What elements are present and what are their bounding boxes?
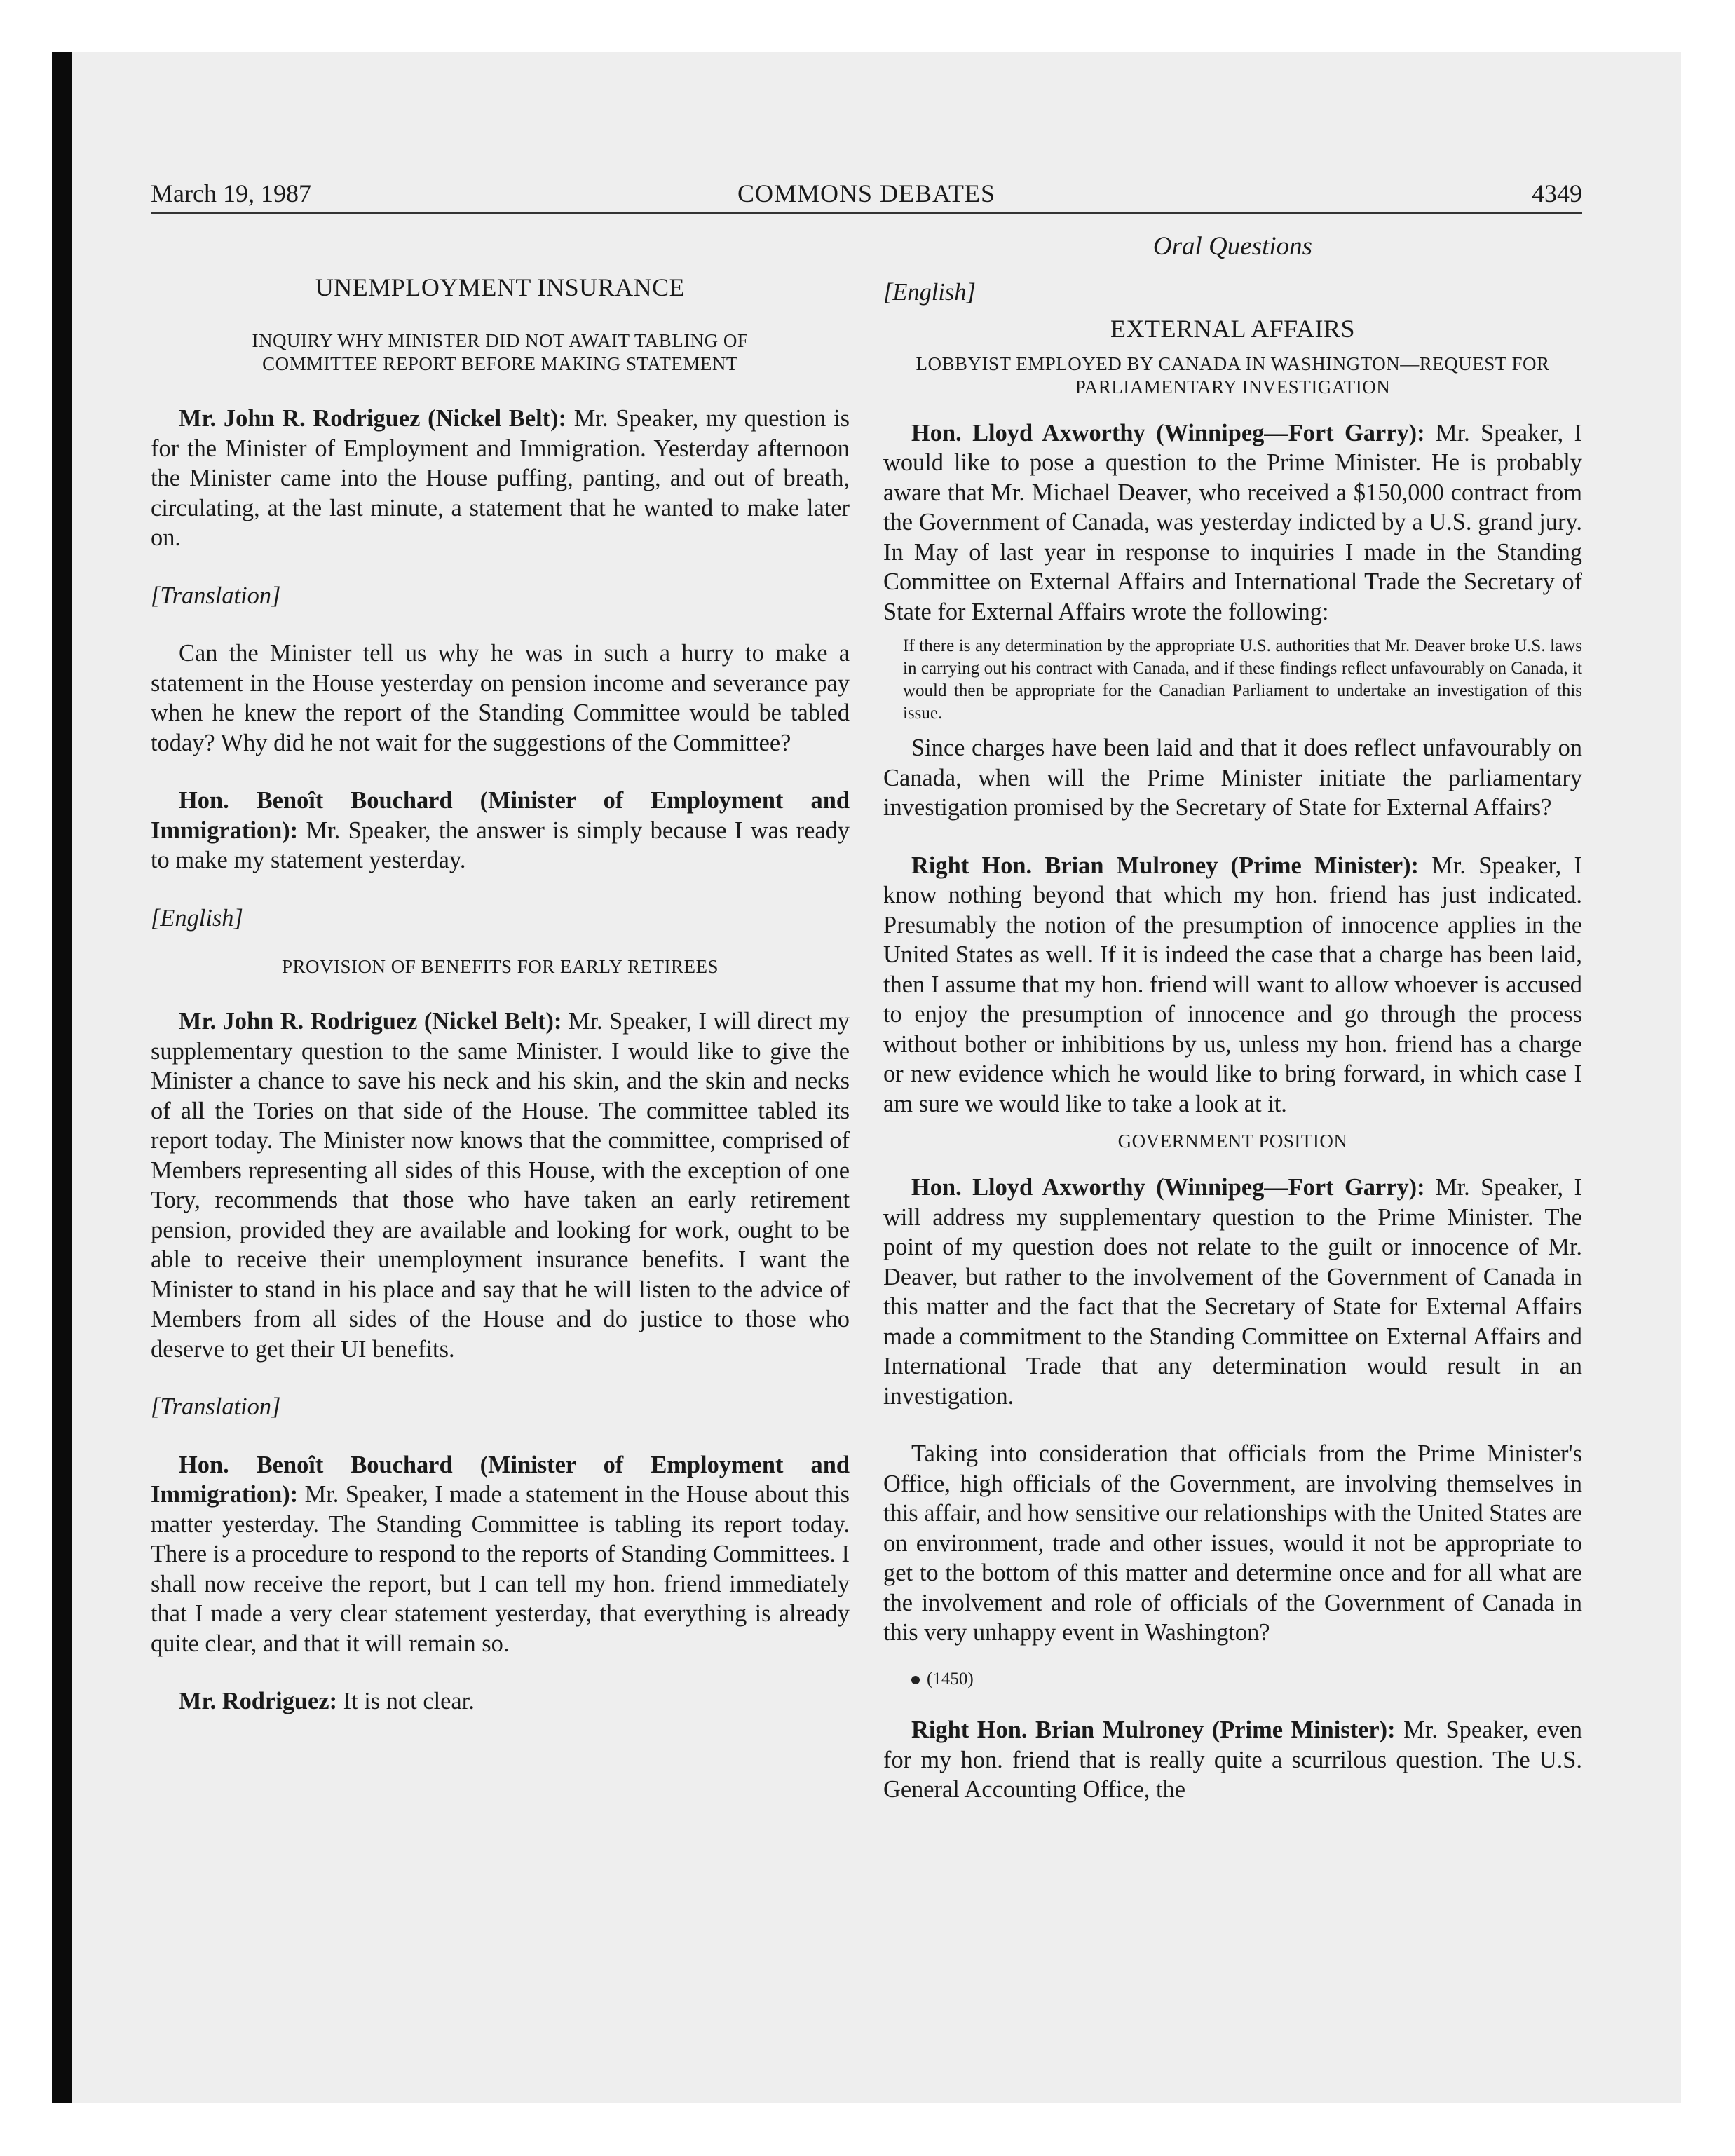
header-date: March 19, 1987 [151,179,311,207]
speech-paragraph: Since charges have been laid and that it does reflect unfavourably on Canada, when will the Prime Minister initiate the parliamentary investigation promised by the Secretary of State for External Affairs? [883,735,1582,821]
speech-text: Mr. Speaker, I will direct my supplementary question to the same Minister. I would like to give the Minister a chance to save his neck and his skin, and the skin and necks of all the Tories on that side of the House. The committee tabled its report today. The Minister now knows that the committee, comprised of Members representing all sides of this House, with the exception of one Tory, recommends that those who have taken an early retirement pension, provided they are available and looking for work, ought to be able to receive their unemployment insurance benefits. I want the Minister to stand in his place and say that he will listen to the advice of Members from all sides of the House and do justice to those who deserve to get their UI benefits. [151,1008,850,1363]
speech-paragraph [151,404,850,553]
speaker-name: Mr. Rodriguez: [179,1688,338,1714]
speech-paragraph [883,851,1582,1119]
speech-text: Mr. Speaker, even for my hon. friend that is really quite a scurrilous question. The U.S. General Accounting Office, the [883,1717,1582,1803]
right-column [883,272,1582,1805]
speech-text: Mr. Speaker, I would like to pose a question to the Prime Minister. He is probably aware that Mr. Michael Deaver, who received a $150,000 contract from the Government of Canada, was yesterday indicted by a U.S. grand jury. In May of last year in response to inquiries I made in the Standing Committee on External Affairs and International Trade the Secretary of State for External Affairs wrote the following: [883,419,1582,625]
quotation: If there is any determination by the appropriate U.S. authorities that Mr. Deaver broke U.S. laws in carrying out his contract with Canada, and if these findings reflect unfavourably on Canada, it would then be appropriate for the Canadian Parliament to undertake an investigation of this issue. [903,636,1582,723]
language-marker: [Translation] [151,582,281,609]
header-page-number: 4349 [1532,179,1582,207]
speech-text: It is not clear. [337,1688,475,1714]
speech-paragraph [151,1450,850,1659]
language-marker: [Translation] [151,1393,281,1420]
speaker-name: Hon. Lloyd Axworthy (Winnipeg—Fort Garry): [911,1174,1425,1201]
left-column [151,272,850,1717]
speech-paragraph: Can the Minister tell us why he was in such a hurry to make a statement in the House yesterday on pension income and severance pay when he knew the report of the Standing Committee would be tabled today? Why did he not wait for the suggestions of the Committee? [151,640,850,756]
header-title: COMMONS DEBATES [737,179,996,207]
speech-text: Mr. Speaker, I know nothing beyond that which my hon. friend has just indicated. Presumably the notion of the presumption of innocence applies in the United States as well. If it is indeed the case that a charge has been laid, then I assume that my hon. friend will want to allow whoever is accused to enjoy the presumption of innocence and go through the process without bother or inhibitions by us, unless my hon. friend has a charge or new evidence which he would like to bring forward, in which case I am sure we would like to take a look at it. [883,852,1583,1117]
language-marker: [English] [151,904,243,932]
speech-paragraph [151,786,850,875]
speaker-name: Hon. Benoît Bouchard (Minister of Employment and Immigration): [151,1451,850,1508]
section-heading: UNEMPLOYMENT INSURANCE [315,273,686,301]
speech-paragraph [883,1715,1582,1805]
time-marker [883,1665,1582,1695]
speech-paragraph [883,1173,1582,1411]
language-marker: [English] [883,279,976,306]
speech-text: Mr. Speaker, the answer is simply because I was ready to make my statement yesterday. [151,817,850,873]
speaker-name: Hon. Lloyd Axworthy (Winnipeg—Fort Garry): [911,419,1425,446]
subheading: LOBBYIST EMPLOYED BY CANADA IN WASHINGTON—REQUEST FOR PARLIAMENTARY INVESTIGATION [916,353,1550,397]
bullet-icon [911,1676,920,1684]
speaker-name: Right Hon. Brian Mulroney (Prime Minister): [911,852,1420,879]
speech-paragraph: Taking into consideration that officials from the Prime Minister's Office, high officials of the Government, are involving themselves in this affair, and how sensitive our relationships with the United States are on environment, trade and other issues, would it not be appropriate to get to the bottom of this matter and determine once and for all what are the involvement and role of officials of the Government of Canada in this very unhappy event in Washington? [883,1440,1583,1646]
subheading: GOVERNMENT POSITION [1117,1131,1348,1152]
subheading: PROVISION OF BENEFITS FOR EARLY RETIREES [281,956,719,977]
section-heading: EXTERNAL AFFAIRS [1110,314,1356,343]
speech-paragraph [883,418,1582,627]
time-marker-text: (1450) [927,1669,974,1688]
speaker-name: Mr. John R. Rodriguez (Nickel Belt): [179,405,567,432]
speech-paragraph [151,1686,850,1717]
running-head: Oral Questions [1152,232,1313,261]
scan-edge-shadow [52,52,72,2103]
page-header [151,179,1582,214]
speaker-name: Mr. John R. Rodriguez (Nickel Belt): [179,1008,562,1035]
speech-text: Mr. Speaker, I will address my supplementary question to the Prime Minister. The point of my question does not relate to the guilt or innocence of Mr. Deaver, but rather to the involvement of the Government of Canada in this matter and the fact that the Secretary of State for External Affairs made a commitment to the Standing Committee on External Affairs and International Trade that any determination would result in an investigation. [883,1174,1582,1410]
subheading: INQUIRY WHY MINISTER DID NOT AWAIT TABLING OF COMMITTEE REPORT BEFORE MAKING STATEMENT [252,330,749,374]
speaker-name: Hon. Benoît Bouchard (Minister of Employment and Immigration): [151,787,850,844]
speech-text: Mr. Speaker, I made a statement in the House about this matter yesterday. The Standing Committee is tabling its report today. There is a procedure to respond to the reports of Standing Committees. I shall now receive the report, but I can tell my hon. friend immediately that I made a very clear statement yesterday, that everything is already quite clear, and that it will remain so. [151,1481,850,1657]
speech-paragraph [151,1007,850,1364]
speech-text: Mr. Speaker, my question is for the Minister of Employment and Immigration. Yesterday afternoon the Minister came into the House puffing, panting, and out of breath, circulating, at the last minute, a statement that he wanted to make later on. [151,405,850,551]
speaker-name: Right Hon. Brian Mulroney (Prime Minister): [911,1717,1396,1743]
